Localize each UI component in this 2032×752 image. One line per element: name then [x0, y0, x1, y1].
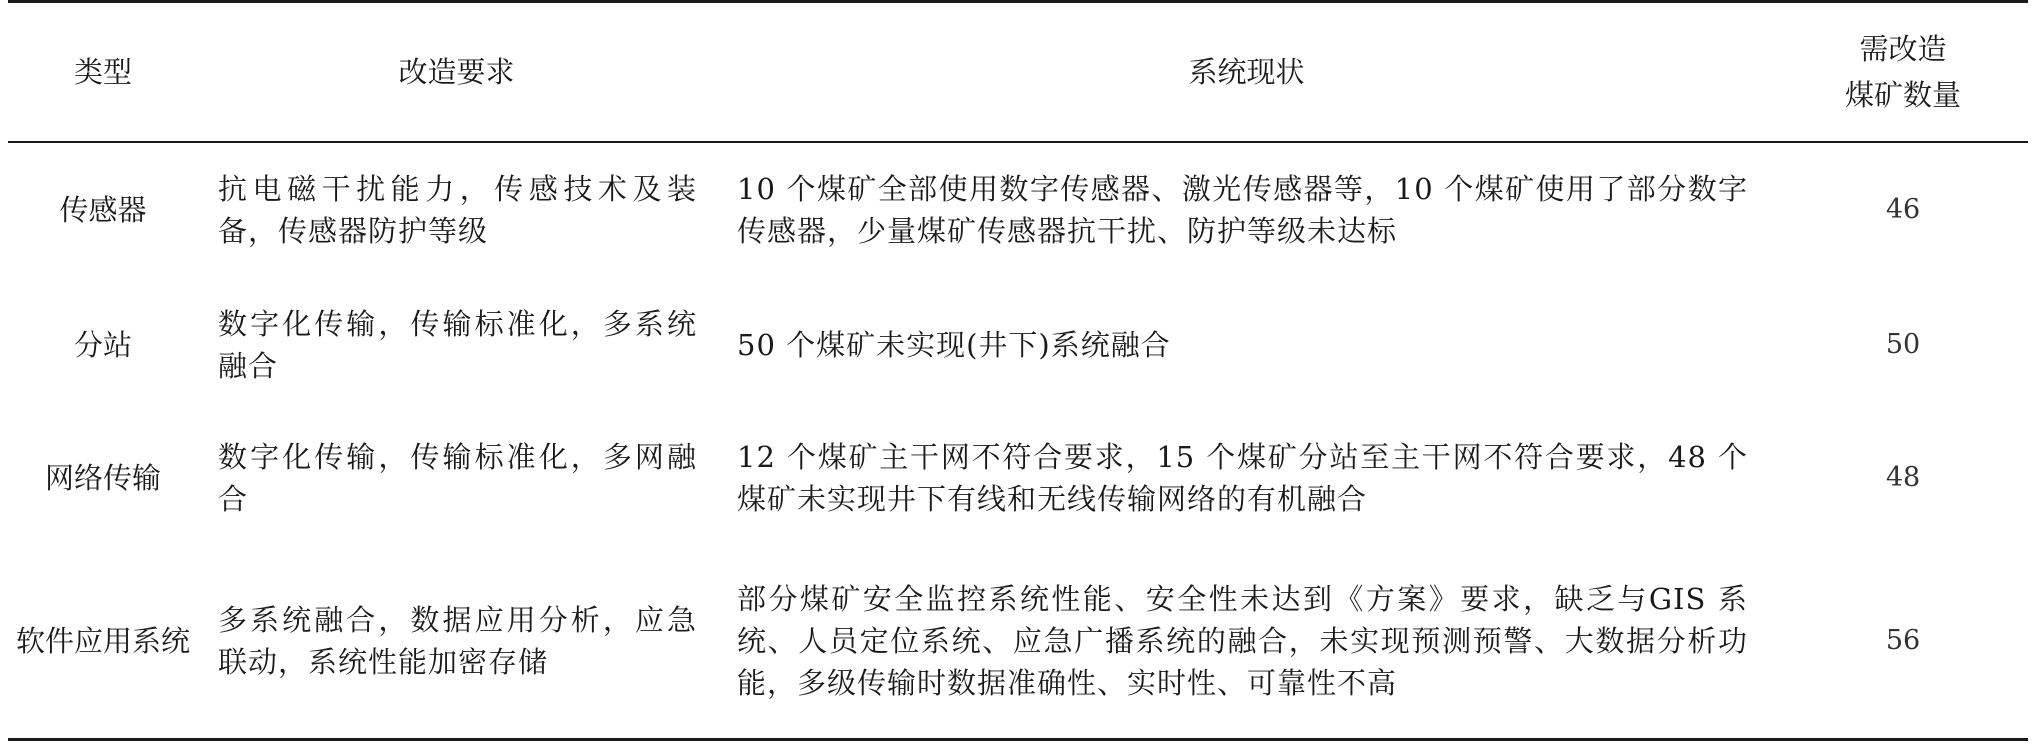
table-body [8, 142, 2028, 740]
cell-count: 46 [1885, 194, 1921, 225]
table-row [8, 544, 2028, 740]
header-count-line1: 需改造 [1859, 31, 1947, 66]
cell-count: 50 [1885, 328, 1921, 360]
cell-status: 50 个煤矿未实现(井下)系统融合 [737, 327, 1171, 362]
cell-type: 软件应用系统 [8, 544, 198, 740]
mine-retrofit-table [8, 0, 2028, 741]
cell-requirement: 抗电磁干扰能力，传感技术及装备，传感器防护等级 [218, 172, 697, 248]
header-count [1778, 2, 2028, 142]
table-row [8, 278, 2028, 412]
table-row [8, 142, 2028, 278]
cell-type: 分站 [73, 327, 132, 362]
cell-status: 10 个煤矿全部使用数字传感器、激光传感器等，10 个煤矿使用了部分数字传感器，少量煤矿传感器抗干扰、防护等级未达标 [737, 172, 1748, 248]
table-header [8, 2, 2028, 142]
header-type: 类型 [8, 2, 198, 142]
cell-status: 12 个煤矿主干网不符合要求，15 个煤矿分站至主干网不符合要求，48 个煤矿未实现井下有线和无线传输网络的有机融合 [737, 439, 1748, 516]
cell-requirement: 多系统融合，数据应用分析，应急联动，系统性能加密存储 [198, 544, 715, 740]
header-status: 系统现状 [715, 2, 1778, 142]
header-requirement: 改造要求 [198, 2, 715, 142]
cell-requirement: 数字化传输，传输标准化，多系统融合 [218, 306, 697, 383]
header-row [8, 2, 2028, 142]
header-count-line2: 煤矿数量 [1844, 77, 1961, 112]
cell-status: 部分煤矿安全监控系统性能、安全性未达到《方案》要求，缺乏与GIS 系统、人员定位系统、应急广播系统的融合，未实现预测预警、大数据分析功能，多级传输时数据准确性、实时性、可靠性不高 [715, 544, 1778, 740]
cell-count: 56 [1778, 544, 2028, 740]
cell-type: 网络传输 [44, 460, 161, 495]
cell-type: 传感器 [59, 193, 147, 227]
cell-requirement: 数字化传输，传输标准化，多网融合 [218, 439, 697, 516]
cell-count: 48 [1885, 461, 1921, 493]
table-row [8, 412, 2028, 544]
